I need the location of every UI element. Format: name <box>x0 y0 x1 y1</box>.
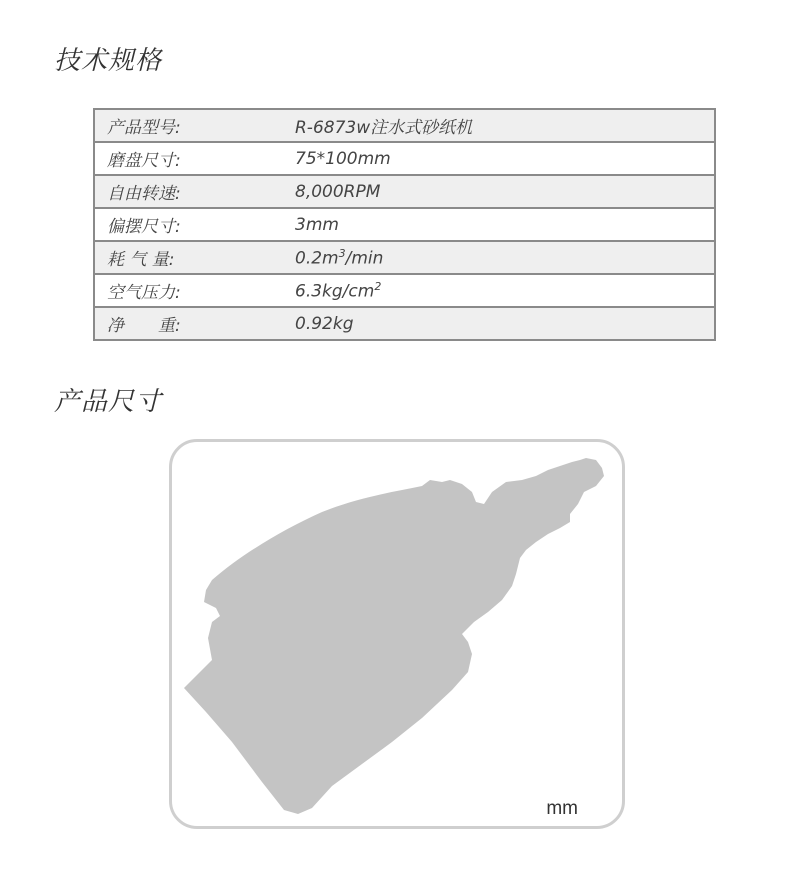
spec-value-superscript: 2 <box>374 279 382 293</box>
sander-silhouette-icon <box>172 442 622 826</box>
dimensions-section-title: 产品尺寸 <box>54 387 163 417</box>
spec-label: 产品型号: <box>94 109 289 142</box>
spec-value: 3mm <box>289 208 715 241</box>
unit-label: mm <box>546 798 578 819</box>
spec-value <box>289 274 715 307</box>
spec-value: R-6873w注水式砂纸机 <box>289 109 715 142</box>
spec-value-superscript: 3 <box>338 246 346 260</box>
spec-value <box>289 241 715 274</box>
spec-value: 75*100mm <box>289 142 715 175</box>
table-row <box>94 175 715 208</box>
table-row <box>94 208 715 241</box>
table-row <box>94 307 715 340</box>
spec-label: 偏摆尺寸: <box>94 208 289 241</box>
spec-label: 空气压力: <box>94 274 289 307</box>
product-dimension-frame <box>169 439 625 829</box>
table-row <box>94 241 715 274</box>
spec-value-main: 6.3kg/cm <box>295 281 375 302</box>
spec-value-main: 0.2m <box>295 248 339 269</box>
spec-value-suffix: /min <box>345 248 384 269</box>
spec-label: 净 重: <box>107 316 181 336</box>
sander-silhouette <box>184 458 604 814</box>
table-row <box>94 109 715 142</box>
spec-table <box>93 108 716 341</box>
table-row <box>94 274 715 307</box>
spec-label: 自由转速: <box>94 175 289 208</box>
table-row <box>94 142 715 175</box>
specs-section-title: 技术规格 <box>54 46 163 76</box>
spec-value: 0.92kg <box>295 313 354 334</box>
spec-value: 8,000RPM <box>289 175 715 208</box>
spec-label: 磨盘尺寸: <box>94 142 289 175</box>
spec-label: 耗 气 量: <box>94 241 289 274</box>
